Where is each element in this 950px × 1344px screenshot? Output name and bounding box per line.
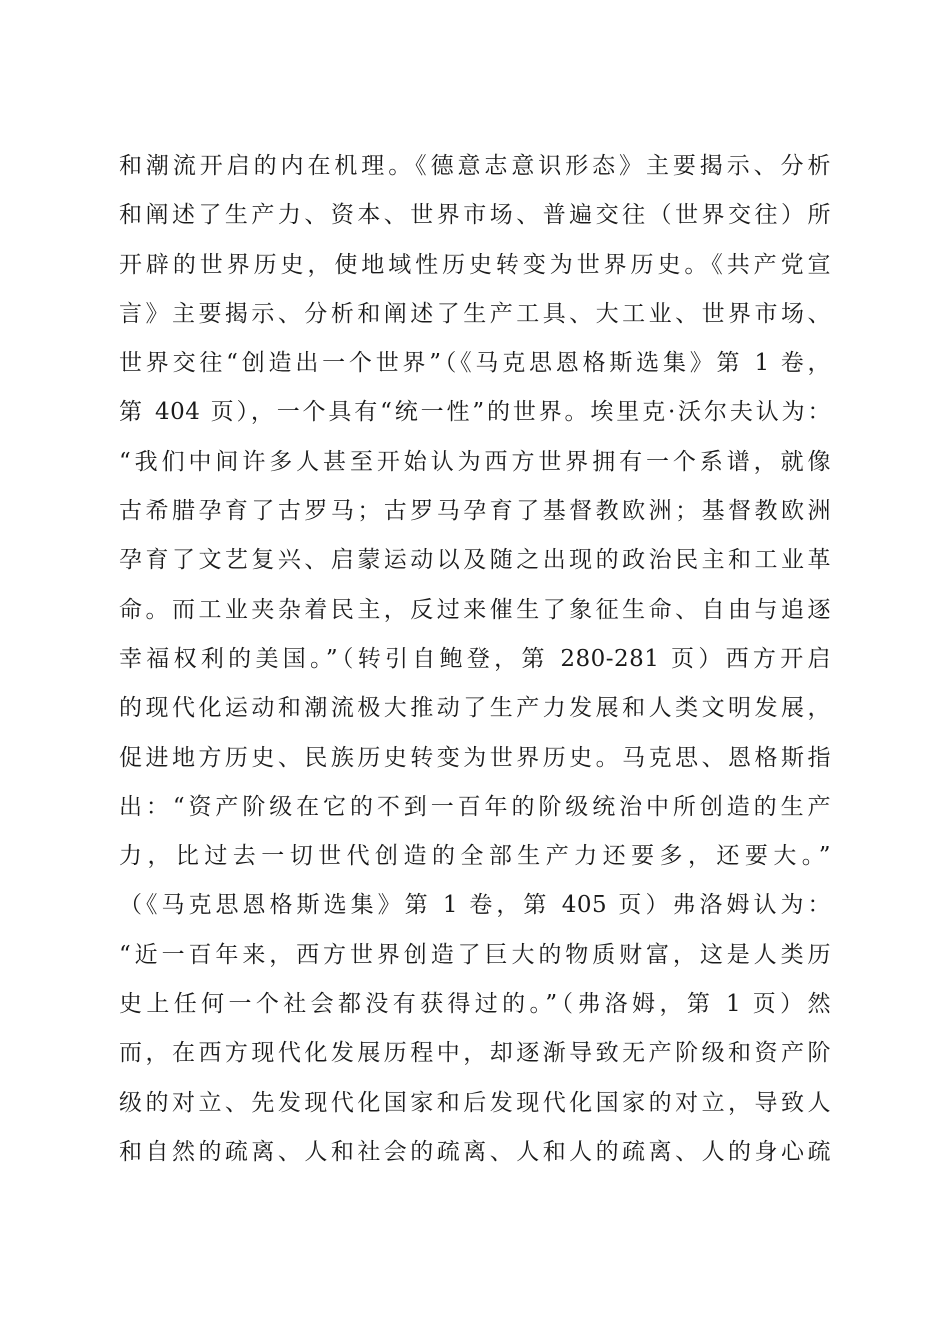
text-line: 命。而工业夹杂着民主，反过来催生了象征生命、自由与追逐 <box>119 596 831 623</box>
text-line: “我们中间许多人甚至开始认为西方世界拥有一个系谱，就像 <box>119 448 831 475</box>
text-line: 而，在西方现代化发展历程中，却逐渐导致无产阶级和资产阶 <box>119 1040 831 1067</box>
text-line: 和阐述了生产力、资本、世界市场、普遍交往（世界交往）所 <box>119 202 831 229</box>
text-line: 古希腊孕育了古罗马；古罗马孕育了基督教欧洲；基督教欧洲 <box>119 498 831 525</box>
text-line: 幸福权利的美国。”（转引自鲍登，第 280-281 页）西方开启 <box>119 645 831 672</box>
text-line: 和潮流开启的内在机理。《德意志意识形态》主要揭示、分析 <box>119 153 831 179</box>
text-line: 言》主要揭示、分析和阐述了生产工具、大工业、世界市场、 <box>119 300 831 327</box>
text-line: 促进地方历史、民族历史转变为世界历史。马克思、恩格斯指 <box>119 744 831 771</box>
text-line: 级的对立、先发现代化国家和后发现代化国家的对立，导致人 <box>119 1089 831 1116</box>
text-line: 开辟的世界历史，使地域性历史转变为世界历史。《共产党宣 <box>119 251 831 278</box>
text-line: 孕育了文艺复兴、启蒙运动以及随之出现的政治民主和工业革 <box>119 547 831 574</box>
text-line: 和自然的疏离、人和社会的疏离、人和人的疏离、人的身心疏 <box>119 1138 831 1165</box>
body-text <box>119 142 831 1177</box>
text-line: 史上任何一个社会都没有获得过的。”（弗洛姆，第 1 页）然 <box>119 991 831 1018</box>
text-line: “近一百年来，西方世界创造了巨大的物质财富，这是人类历 <box>119 941 831 968</box>
text-line: 的现代化运动和潮流极大推动了生产力发展和人类文明发展， <box>119 695 831 722</box>
text-line: 力，比过去一切世代创造的全部生产力还要多，还要大。” <box>119 843 831 870</box>
text-line: 出：“资产阶级在它的不到一百年的阶级统治中所创造的生产 <box>119 793 831 820</box>
text-line: 世界交往“创造出一个世界”（《马克思恩格斯选集》第 1 卷， <box>119 350 831 377</box>
text-line: （《马克思恩格斯选集》第 1 卷，第 405 页）弗洛姆认为： <box>119 892 831 919</box>
text-line: 第 404 页），一个具有“统一性”的世界。埃里克·沃尔夫认为： <box>119 399 831 426</box>
